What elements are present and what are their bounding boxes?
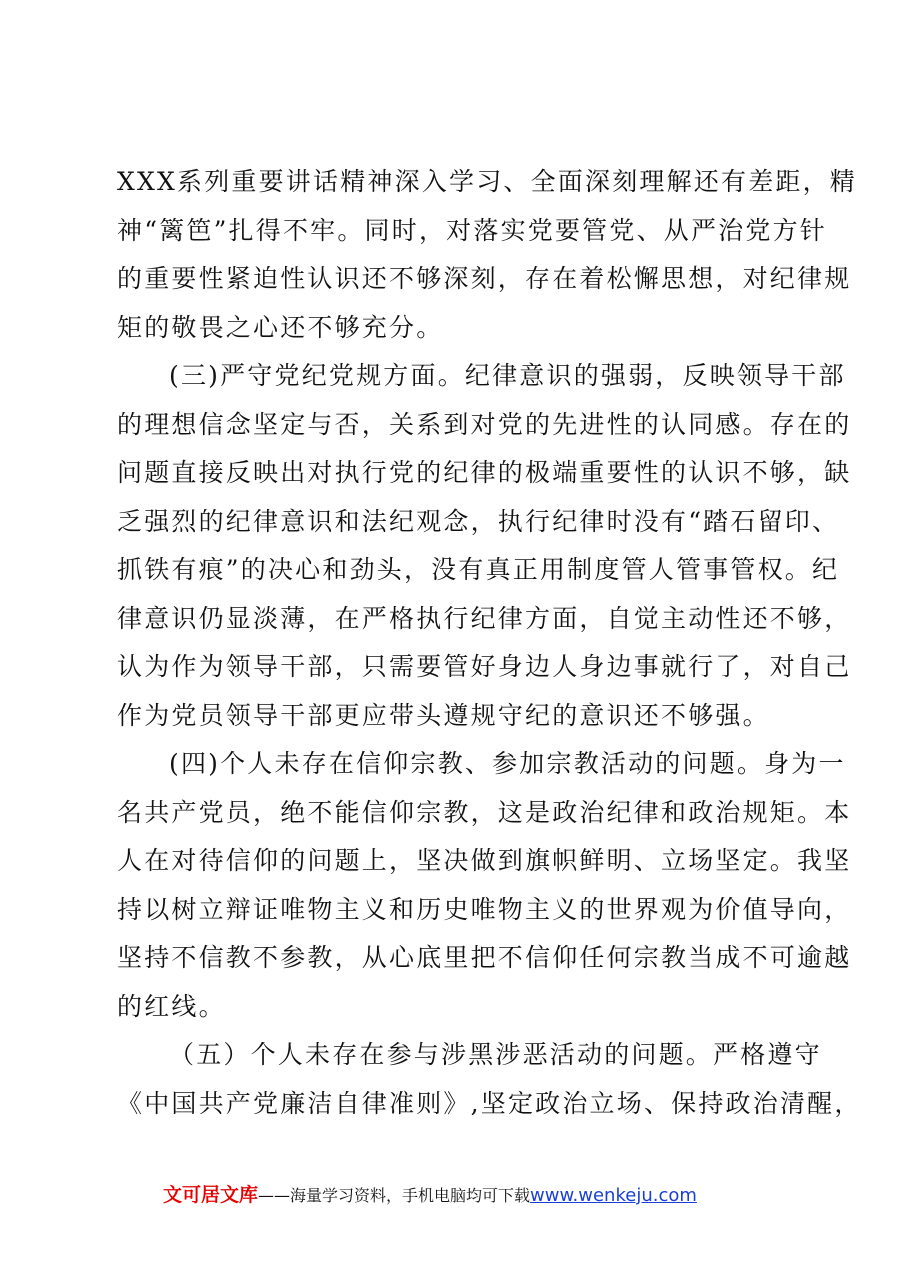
text-line: （五）个人未存在参与涉黑涉恶活动的问题。严格遵守 <box>169 1040 822 1069</box>
text-line: 坚持不信教不参教，从心底里把不信仰任何宗教当成不可逾越 <box>117 943 852 972</box>
text-line: 名共产党员，绝不能信仰宗教，这是政治纪律和政治规矩。本 <box>117 797 852 827</box>
text-line: 的红线。 <box>117 991 226 1021</box>
text-line: 抓铁有痕”的决心和劲头，没有真正用制度管人管事管权。纪 <box>117 555 840 584</box>
text-line: 矩的敬畏之心还不够充分。 <box>117 312 444 342</box>
footer-site-link[interactable]: www.wenkeju.com <box>530 1185 697 1206</box>
paragraph-section-3 <box>117 352 852 740</box>
text-line: 的重要性紧迫性认识还不够深刻，存在着松懈思想，对纪律规 <box>117 264 852 293</box>
text-line: 作为党员领导干部更应带头遵规守纪的意识还不够强。 <box>117 700 770 730</box>
text-line: 乏强烈的纪律意识和法纪观念，执行纪律时没有“踏石留印、 <box>117 506 840 536</box>
text-line: (四)个人未存在信仰宗教、参加宗教活动的问题。身为一 <box>169 749 846 778</box>
text-line: 人在对待信仰的问题上，坚决做到旗帜鲜明、立场坚定。我坚 <box>117 846 852 875</box>
text-line: (三)严守党纪党规方面。纪律意识的强弱，反映领导干部 <box>169 361 846 390</box>
text-line: 认为作为领导干部，只需要管好身边人身边事就行了，对自己 <box>117 652 852 681</box>
text-line: XXX系列重要讲话精神深入学习、全面深刻理解还有差距，精 <box>117 167 857 196</box>
text-line: 的理想信念坚定与否，关系到对党的先进性的认同感。存在的 <box>117 409 852 439</box>
footer-banner <box>163 1180 803 1207</box>
paragraph-continuation <box>117 158 857 352</box>
document-body <box>117 158 862 1128</box>
text-line: 《中国共产党廉洁自律准则》,坚定政治立场、保持政治清醒， <box>117 1088 862 1118</box>
text-line: 持以树立辩证唯物主义和历史唯物主义的世界观为价值导向， <box>117 894 852 924</box>
text-line: 问题直接反映出对执行党的纪律的极端重要性的认识不够，缺 <box>117 458 852 487</box>
footer-tagline: ——海量学习资料，手机电脑均可下载 <box>258 1186 531 1205</box>
text-line: 神“篱笆”扎得不牢。同时，对落实党要管党、从严治党方针 <box>117 215 827 245</box>
paragraph-section-4 <box>117 740 852 1031</box>
footer-brand: 文可居文库 <box>163 1184 259 1206</box>
paragraph-section-5 <box>117 1031 862 1128</box>
text-line: 律意识仍显淡薄，在严格执行纪律方面，自觉主动性还不够， <box>117 603 852 633</box>
